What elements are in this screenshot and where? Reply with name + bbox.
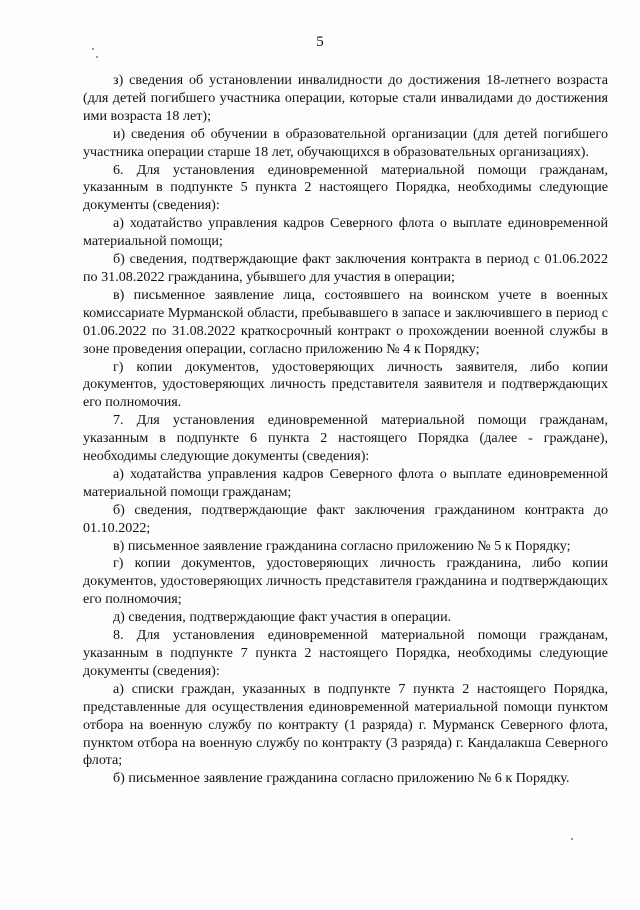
page-number: 5 (316, 34, 324, 50)
paragraph-6-intro: 6. Для установления единовременной материальной помощи гражданам, указанным в подпункте 5 пункта 2 настоящего Порядка, необходимы следующие документы (сведения): (83, 161, 608, 214)
scan-speck (96, 56, 98, 58)
paragraph-7-intro: 7. Для установления единовременной материальной помощи гражданам, указанным в подпункте 6 пункта 2 настоящего Порядка (далее - граждане), необходимы следующие документы (сведения): (83, 412, 608, 465)
paragraph-7a: а) ходатайства управления кадров Северного флота о выплате единовременной материальной помощи гражданам; (83, 465, 608, 500)
document-body (83, 72, 608, 788)
paragraph-7g: г) копии документов, удостоверяющих личность гражданина, либо копии документов, удостоверяющих личность представителя гражданина и подтверждающих его полномочия; (83, 555, 608, 608)
paragraph-6g: г) копии документов, удостоверяющих личность заявителя, либо копии документов, удостоверяющих личность представителя заявителя и подтверждающих его полномочия. (83, 358, 608, 411)
paragraph-8a: а) списки граждан, указанных в подпункте 7 пункта 2 настоящего Порядка, представленные для осуществления единовременной материальной помощи пунктом отбора на военную службу по контракту (1 разряда) г. Мурманск Северного флота, пунктом отбора на военную службу по контракту (3 разряда) г. Кандалакша Северного флота; (83, 680, 608, 769)
paragraph-7v: в) письменное заявление гражданина согласно приложению № 5 к Порядку; (113, 537, 571, 554)
paragraph-7d: д) сведения, подтверждающие факт участия в операции. (113, 609, 452, 626)
paragraph-6a: а) ходатайство управления кадров Северного флота о выплате единовременной материальной помощи; (83, 215, 608, 250)
paragraph-6b: б) сведения, подтверждающие факт заключения контракта в период с 01.06.2022 по 31.08.2022 гражданина, убывшего для участия в операции; (83, 251, 608, 285)
scan-speck (92, 48, 94, 50)
paragraph-8b: б) письменное заявление гражданина согласно приложению № 6 к Порядку. (113, 770, 570, 787)
paragraph-z-disability-info: з) сведения об установлении инвалидности до достижения 18-летнего возраста (для детей погибшего участника операции, которые стали инвалидами до достижения ими возраста 18 лет); (83, 72, 608, 124)
paragraph-i-education-info: и) сведения об обучении в образовательной организации (для детей погибшего участника операции старше 18 лет, обучающихся в образовательных организациях). (83, 125, 608, 160)
paragraph-7b: б) сведения, подтверждающие факт заключения гражданином контракта до 01.10.2022; (83, 501, 608, 536)
paragraph-8-intro: 8. Для установления единовременной материальной помощи гражданам, указанным в подпункте 7 пункта 2 настоящего Порядка, необходимы следующие документы (сведения): (83, 627, 608, 679)
scan-speck (571, 838, 573, 840)
paragraph-6v: в) письменное заявление лица, состоявшего на воинском учете в военных комиссариате Мурманской области, пребывавшего в запасе и заключившего в период с 01.06.2022 по 31.08.2022 краткосрочный контракт о прохождении военной службы в зоне проведения операции, согласно приложению № 4 к Порядку; (83, 286, 608, 357)
